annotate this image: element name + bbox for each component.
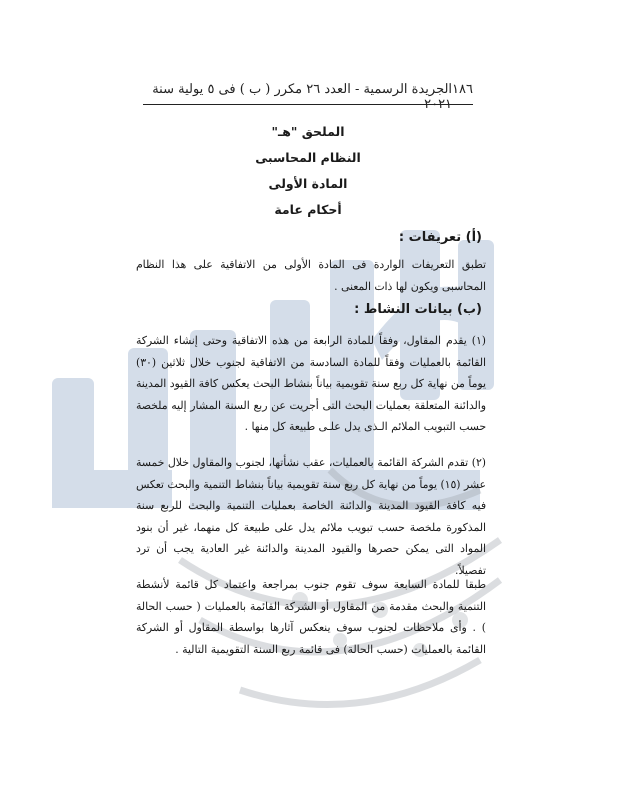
section-b-item-1: (١) يقدم المقاول، وفقاً للمادة الرابعة من هذه الاتفاقية وحتى إنشاء الشركة القائمة بالعمليات وفقاً للمادة السادسة من الاتفاقية لجنوب خلال ثلاثين (٣٠) يوماً من نهاية كل ربع سنة تقويمية بياناً بنشاط البحث يعكس كافة القيود المدينة والدائنة المتعلقة بعمليات البحث التى أجريت عن ربع السنة المشار إليه ملخصة حسب التبويب الملائم الـذى يدل علـى طبيعة كل منها . <box>136 334 486 434</box>
publication-line: الجريدة الرسمية - العدد ٢٦ مكرر ( ب ) فى ٥ يولية سنة ٢٠٢١ <box>152 82 453 112</box>
section-a-text: تطبق التعريفات الواردة فى المادة الأولى من الاتفاقية على هذا النظام المحاسبى ويكون لها ذات المعنى . <box>136 258 486 293</box>
provisions-title: أحكام عامة <box>274 202 342 217</box>
article-title: المادة الأولى <box>268 176 348 191</box>
section-b-item-2: (٢) تقدم الشركة القائمة بالعمليات، عقب نشأتها، لجنوب والمقاول خلال خمسة عشر (١٥) يوماً من نهاية كل ربع سنة تقويمية بياناً بنشاط التنمية والبحث تعكس فيه كافة القيود المدينة والدائنة الخاصة بعمليات التنمية والبحث للربع سنة المذكورة ملخصة حسب تبويب ملائم يدل على طبيعة كل منهما، غير أن بنود المواد التى يمكن حصرها والقيود المدينة والدائنة غير العادية يجب أن ترد تفصيلاً. <box>136 456 486 577</box>
page-number: ١٨٦ <box>452 82 473 97</box>
system-title: النظام المحاسبى <box>255 150 361 165</box>
section-a-heading: (أ) تعريفات : <box>398 230 482 245</box>
page-header <box>143 82 473 112</box>
header-rule <box>143 104 473 105</box>
annex-title: الملحق "هـ" <box>271 124 345 139</box>
section-b-heading: (ب) بيانات النشاط : <box>354 302 482 317</box>
section-b-item-3: طبقا للمادة السابعة سوف تقوم جنوب بمراجعة واعتماد كل قائمة لأنشطة التنمية والبحث مقدمة من المقاول أو الشركة القائمة بالعمليات ( حسب الحالة ) . وأى ملاحظات لجنوب سوف ينعكس آثارها بواسطة المقاول أو الشركة القائمة بالعمليات (حسب الحالة) فى قائمة ربع السنة التقويمية التالية . <box>136 578 486 656</box>
